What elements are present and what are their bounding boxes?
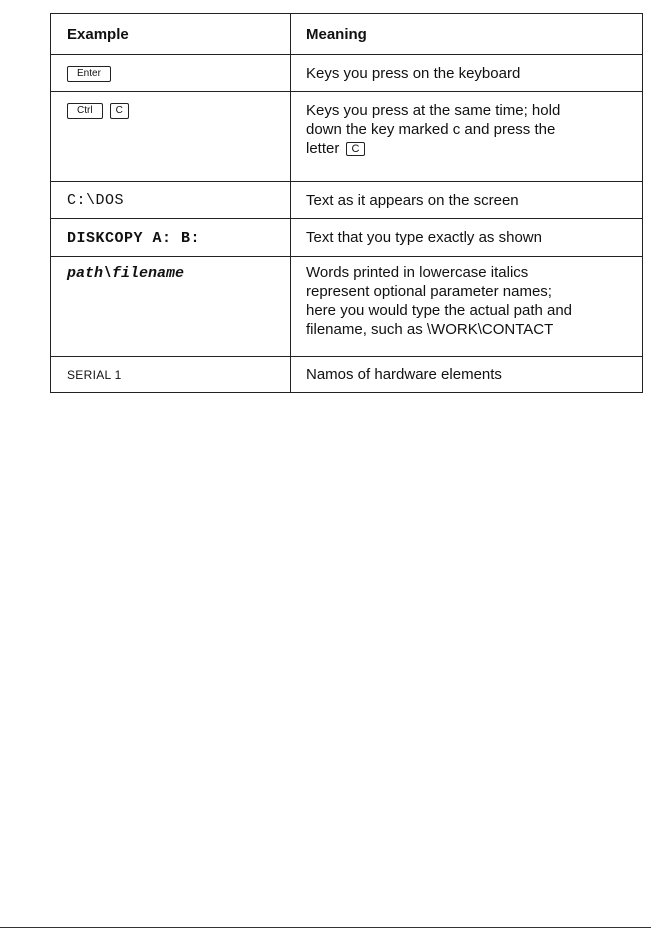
meaning-cell: Text that you type exactly as shown — [291, 219, 643, 257]
table-row — [51, 55, 643, 92]
table-row — [51, 219, 643, 257]
c-key-icon: C — [110, 103, 129, 119]
table-header-row — [51, 14, 643, 55]
meaning-cell: Text as it appears on the screen — [291, 182, 643, 219]
meaning-line — [306, 139, 636, 158]
column-header-meaning: Meaning — [291, 14, 643, 55]
example-cell — [51, 92, 291, 182]
example-cell — [51, 219, 291, 257]
meaning-cell: Keys you press on the keyboard — [291, 55, 643, 92]
meaning-cell — [291, 92, 643, 182]
example-cell — [51, 182, 291, 219]
meaning-line: Keys you press at the same time; hold — [306, 102, 561, 119]
c-key-icon: C — [346, 142, 366, 156]
screen-text-example: C:\DOS — [67, 192, 125, 209]
meaning-line: filename, such as \WORK\CONTACT — [306, 321, 554, 338]
table-row — [51, 257, 643, 357]
meaning-line: down the key marked c and press the — [306, 121, 556, 138]
typed-text-example: DISKCOPY A: B: — [67, 229, 201, 247]
enter-key-icon: Enter — [67, 66, 111, 82]
parameter-example: path\filename — [67, 265, 185, 282]
meaning-cell — [291, 257, 643, 357]
meaning-line-text: letter — [306, 140, 340, 157]
table-row — [51, 357, 643, 393]
example-cell — [51, 357, 291, 393]
conventions-table — [50, 13, 643, 393]
table-row — [51, 182, 643, 219]
meaning-line: Words printed in lowercase italics — [306, 264, 529, 281]
example-cell — [51, 257, 291, 357]
ctrl-key-icon: Ctrl — [67, 103, 103, 119]
table-row — [51, 92, 643, 182]
meaning-cell: Namos of hardware elements — [291, 357, 643, 393]
hardware-example: SERIAL 1 — [67, 367, 122, 382]
column-header-example: Example — [51, 14, 291, 55]
meaning-line: here you would type the actual path and — [306, 302, 573, 319]
meaning-line: represent optional parameter names; — [306, 283, 552, 300]
example-cell — [51, 55, 291, 92]
page-bottom-rule — [0, 927, 651, 928]
